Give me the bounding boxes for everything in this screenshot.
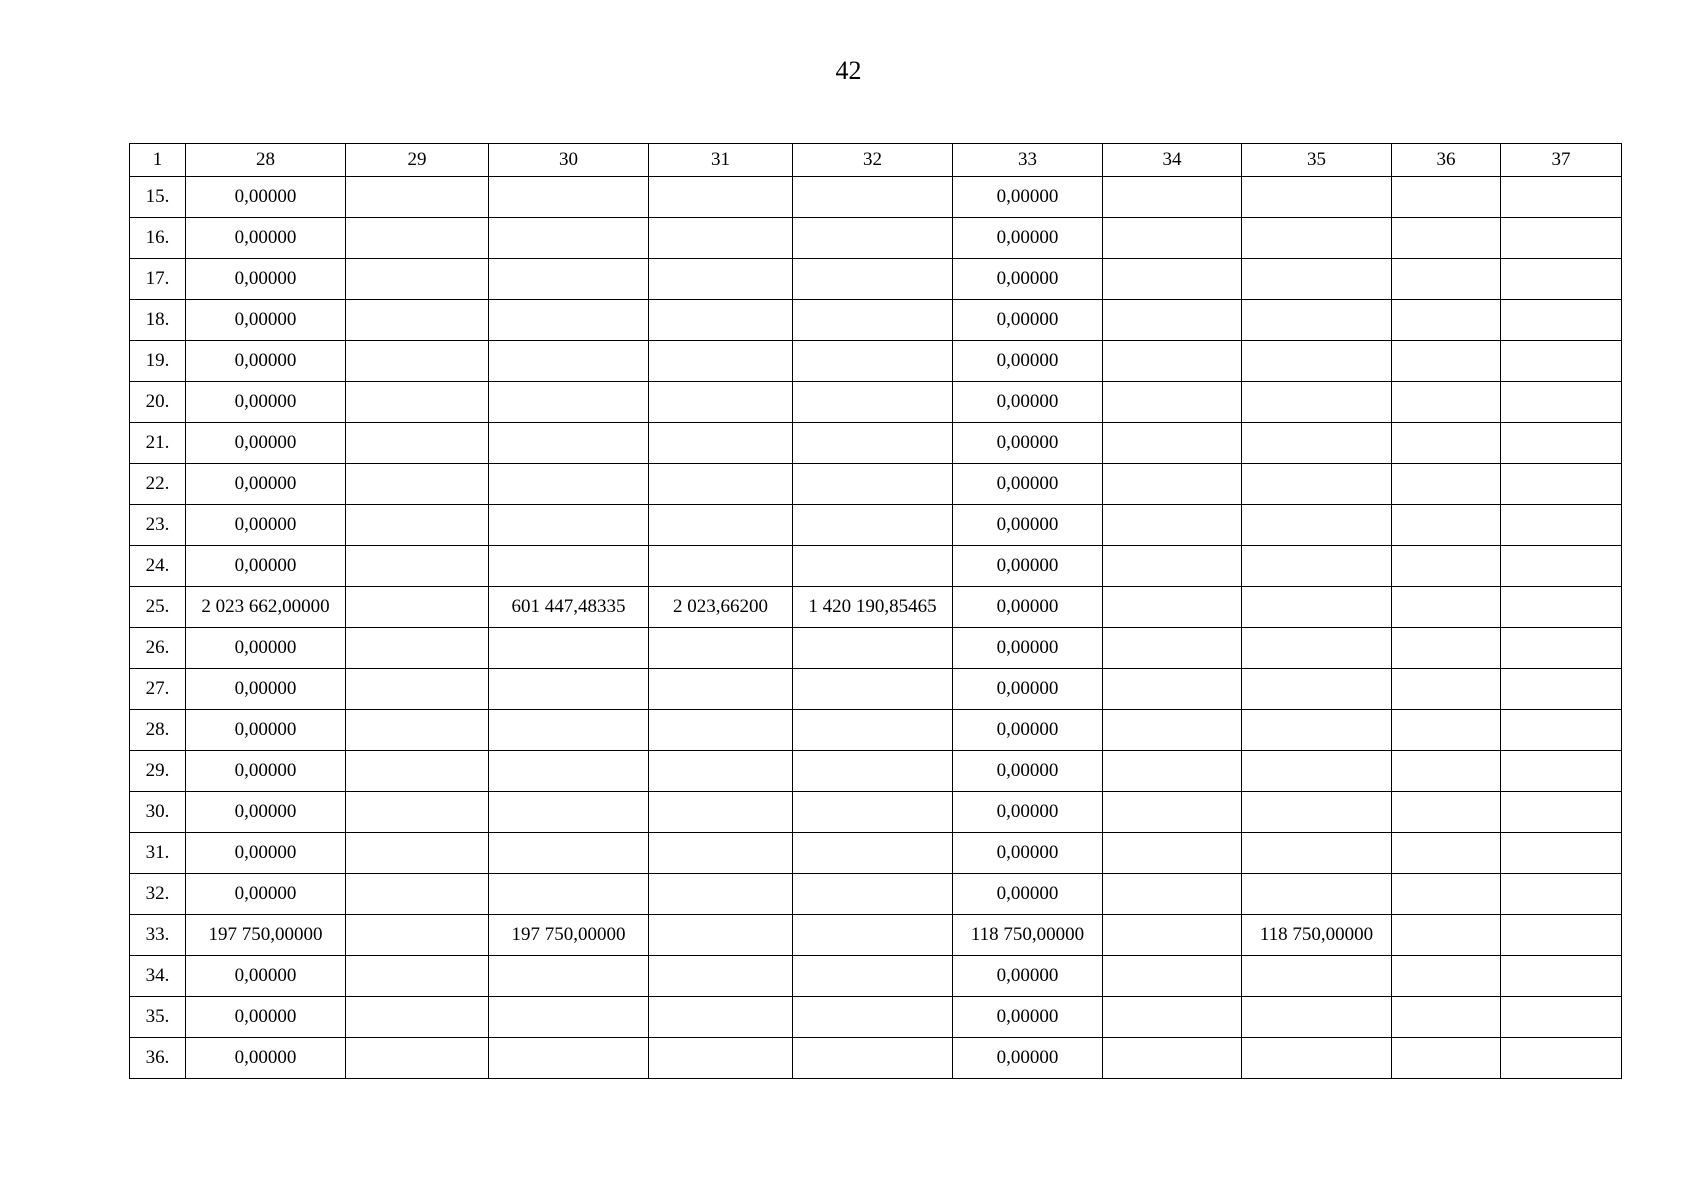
table-cell bbox=[1501, 956, 1622, 997]
column-header: 30 bbox=[489, 144, 649, 177]
table-cell bbox=[1103, 177, 1242, 218]
table-cell bbox=[1103, 833, 1242, 874]
table-cell bbox=[1242, 669, 1392, 710]
table-cell bbox=[1392, 1038, 1501, 1079]
table-cell bbox=[793, 956, 953, 997]
table-cell: 118 750,00000 bbox=[953, 915, 1103, 956]
table-cell: 0,00000 bbox=[953, 423, 1103, 464]
table-cell bbox=[1392, 423, 1501, 464]
table-cell bbox=[1501, 997, 1622, 1038]
table-cell bbox=[1501, 382, 1622, 423]
row-number-cell: 20. bbox=[130, 382, 186, 423]
table-cell bbox=[1501, 218, 1622, 259]
table-cell bbox=[649, 505, 793, 546]
table-cell bbox=[793, 382, 953, 423]
table-cell bbox=[346, 587, 489, 628]
table-cell: 0,00000 bbox=[186, 792, 346, 833]
table-cell: 0,00000 bbox=[186, 628, 346, 669]
table-cell bbox=[793, 546, 953, 587]
table-cell bbox=[346, 300, 489, 341]
row-number-cell: 26. bbox=[130, 628, 186, 669]
table-cell bbox=[346, 546, 489, 587]
table-cell: 0,00000 bbox=[186, 382, 346, 423]
table-cell bbox=[793, 669, 953, 710]
table-cell bbox=[1501, 628, 1622, 669]
table-cell: 0,00000 bbox=[186, 710, 346, 751]
table-cell bbox=[649, 710, 793, 751]
table-cell bbox=[1103, 464, 1242, 505]
table-cell bbox=[1103, 628, 1242, 669]
row-number-cell: 36. bbox=[130, 1038, 186, 1079]
table-cell bbox=[346, 505, 489, 546]
table-cell bbox=[489, 259, 649, 300]
table-cell bbox=[1103, 505, 1242, 546]
table-cell bbox=[649, 382, 793, 423]
table-cell bbox=[793, 751, 953, 792]
table-cell bbox=[489, 628, 649, 669]
table-cell bbox=[489, 546, 649, 587]
table-cell bbox=[346, 874, 489, 915]
table-cell: 0,00000 bbox=[953, 382, 1103, 423]
table-cell bbox=[1501, 505, 1622, 546]
table-cell bbox=[649, 1038, 793, 1079]
table-cell bbox=[649, 628, 793, 669]
table-cell bbox=[793, 300, 953, 341]
table-cell: 0,00000 bbox=[953, 177, 1103, 218]
table-cell bbox=[649, 956, 793, 997]
table-cell bbox=[1242, 833, 1392, 874]
table-cell bbox=[1501, 423, 1622, 464]
table-row bbox=[130, 1038, 1622, 1079]
table-row bbox=[130, 341, 1622, 382]
table-cell bbox=[346, 382, 489, 423]
table-cell: 0,00000 bbox=[186, 751, 346, 792]
table-cell bbox=[489, 382, 649, 423]
table-row bbox=[130, 464, 1622, 505]
table-cell bbox=[1103, 669, 1242, 710]
table-cell bbox=[1103, 546, 1242, 587]
table-cell bbox=[793, 218, 953, 259]
table-cell bbox=[1242, 1038, 1392, 1079]
table-cell bbox=[1392, 177, 1501, 218]
table-cell bbox=[346, 915, 489, 956]
table-cell bbox=[649, 218, 793, 259]
table-cell: 0,00000 bbox=[953, 874, 1103, 915]
table-cell bbox=[1392, 874, 1501, 915]
page-number: 42 bbox=[835, 56, 862, 85]
table-cell bbox=[1501, 341, 1622, 382]
table-cell bbox=[1103, 751, 1242, 792]
table-cell bbox=[1242, 423, 1392, 464]
table-row bbox=[130, 218, 1622, 259]
data-table bbox=[129, 143, 1622, 1079]
table-cell bbox=[346, 1038, 489, 1079]
table-cell bbox=[1501, 792, 1622, 833]
table-cell bbox=[1103, 710, 1242, 751]
row-number-cell: 18. bbox=[130, 300, 186, 341]
table-cell bbox=[489, 710, 649, 751]
column-header: 31 bbox=[649, 144, 793, 177]
column-header: 32 bbox=[793, 144, 953, 177]
table-cell bbox=[1501, 587, 1622, 628]
table-cell bbox=[489, 177, 649, 218]
table-cell bbox=[1501, 710, 1622, 751]
table-cell bbox=[1103, 259, 1242, 300]
table-cell: 0,00000 bbox=[953, 956, 1103, 997]
table-row bbox=[130, 792, 1622, 833]
column-header: 37 bbox=[1501, 144, 1622, 177]
table-cell bbox=[649, 341, 793, 382]
table-row bbox=[130, 956, 1622, 997]
table-cell bbox=[489, 833, 649, 874]
table-body bbox=[130, 177, 1622, 1079]
row-number-cell: 23. bbox=[130, 505, 186, 546]
table-cell bbox=[346, 259, 489, 300]
table-cell bbox=[649, 792, 793, 833]
table-cell bbox=[346, 997, 489, 1038]
table-cell bbox=[649, 546, 793, 587]
table-cell bbox=[1103, 218, 1242, 259]
table-cell bbox=[649, 177, 793, 218]
table-row bbox=[130, 423, 1622, 464]
table-cell: 0,00000 bbox=[186, 997, 346, 1038]
table-cell bbox=[649, 669, 793, 710]
table-cell bbox=[489, 751, 649, 792]
table-row bbox=[130, 259, 1622, 300]
table-cell bbox=[346, 423, 489, 464]
table-cell bbox=[1392, 833, 1501, 874]
table-cell: 197 750,00000 bbox=[186, 915, 346, 956]
table-cell: 0,00000 bbox=[186, 669, 346, 710]
row-number-cell: 21. bbox=[130, 423, 186, 464]
table-cell bbox=[793, 177, 953, 218]
table-cell bbox=[346, 956, 489, 997]
table-cell bbox=[1242, 218, 1392, 259]
table-cell bbox=[1392, 464, 1501, 505]
table-cell bbox=[1242, 628, 1392, 669]
table-cell: 0,00000 bbox=[953, 300, 1103, 341]
table-cell bbox=[1242, 997, 1392, 1038]
table-cell bbox=[793, 1038, 953, 1079]
table-cell bbox=[1501, 464, 1622, 505]
table-cell bbox=[1103, 792, 1242, 833]
table-cell bbox=[1242, 546, 1392, 587]
table-cell: 0,00000 bbox=[953, 669, 1103, 710]
table-cell bbox=[1501, 546, 1622, 587]
table-cell bbox=[489, 956, 649, 997]
table-cell: 0,00000 bbox=[186, 1038, 346, 1079]
table-cell: 0,00000 bbox=[186, 956, 346, 997]
table-row bbox=[130, 669, 1622, 710]
table-cell: 0,00000 bbox=[953, 997, 1103, 1038]
table-cell: 0,00000 bbox=[186, 341, 346, 382]
table-cell bbox=[1392, 956, 1501, 997]
table-cell: 0,00000 bbox=[953, 710, 1103, 751]
table-cell bbox=[1392, 669, 1501, 710]
table-cell bbox=[1501, 833, 1622, 874]
table-cell: 0,00000 bbox=[186, 300, 346, 341]
table-cell: 0,00000 bbox=[186, 464, 346, 505]
table-cell bbox=[1242, 382, 1392, 423]
row-number-cell: 35. bbox=[130, 997, 186, 1038]
table-cell bbox=[1242, 874, 1392, 915]
table-cell bbox=[489, 505, 649, 546]
row-number-cell: 28. bbox=[130, 710, 186, 751]
table-cell bbox=[793, 792, 953, 833]
table-cell bbox=[1103, 915, 1242, 956]
table-cell bbox=[1501, 300, 1622, 341]
column-header: 35 bbox=[1242, 144, 1392, 177]
table-header bbox=[130, 144, 1622, 177]
table-cell bbox=[1103, 300, 1242, 341]
table-cell bbox=[346, 628, 489, 669]
table-cell bbox=[1242, 710, 1392, 751]
table-cell bbox=[1392, 915, 1501, 956]
column-header: 36 bbox=[1392, 144, 1501, 177]
table-cell: 0,00000 bbox=[953, 792, 1103, 833]
table-cell bbox=[649, 997, 793, 1038]
table-cell bbox=[346, 669, 489, 710]
table-cell bbox=[649, 300, 793, 341]
table-cell bbox=[1392, 546, 1501, 587]
table-cell bbox=[1242, 341, 1392, 382]
table-row bbox=[130, 587, 1622, 628]
table-cell bbox=[1242, 464, 1392, 505]
table-cell bbox=[1242, 259, 1392, 300]
table-row bbox=[130, 874, 1622, 915]
header-row bbox=[130, 144, 1622, 177]
table-cell: 601 447,48335 bbox=[489, 587, 649, 628]
table-cell: 0,00000 bbox=[953, 751, 1103, 792]
column-header: 28 bbox=[186, 144, 346, 177]
table-cell bbox=[1501, 751, 1622, 792]
table-cell bbox=[793, 505, 953, 546]
table-cell bbox=[1242, 505, 1392, 546]
table-cell bbox=[1392, 587, 1501, 628]
table-cell bbox=[346, 833, 489, 874]
table-cell bbox=[1501, 259, 1622, 300]
table-cell bbox=[489, 874, 649, 915]
table-cell bbox=[346, 177, 489, 218]
table-cell bbox=[649, 751, 793, 792]
table-cell: 0,00000 bbox=[953, 546, 1103, 587]
table-row bbox=[130, 833, 1622, 874]
table-cell: 0,00000 bbox=[953, 341, 1103, 382]
table-cell bbox=[649, 423, 793, 464]
table-cell bbox=[489, 218, 649, 259]
table-cell bbox=[346, 792, 489, 833]
table-cell bbox=[649, 833, 793, 874]
table-cell: 0,00000 bbox=[186, 505, 346, 546]
table-cell bbox=[649, 464, 793, 505]
row-number-cell: 31. bbox=[130, 833, 186, 874]
table-cell bbox=[793, 464, 953, 505]
table-cell: 0,00000 bbox=[186, 177, 346, 218]
table-cell bbox=[489, 1038, 649, 1079]
table-cell: 0,00000 bbox=[186, 874, 346, 915]
table-cell: 1 420 190,85465 bbox=[793, 587, 953, 628]
table-cell: 0,00000 bbox=[953, 259, 1103, 300]
table-row bbox=[130, 751, 1622, 792]
table-row bbox=[130, 710, 1622, 751]
table-cell bbox=[1392, 628, 1501, 669]
table-cell bbox=[649, 259, 793, 300]
row-number-cell: 34. bbox=[130, 956, 186, 997]
table-cell bbox=[489, 423, 649, 464]
table-row bbox=[130, 382, 1622, 423]
table-row bbox=[130, 546, 1622, 587]
table-cell bbox=[793, 833, 953, 874]
table-cell bbox=[346, 218, 489, 259]
table-cell bbox=[1242, 751, 1392, 792]
table-cell: 0,00000 bbox=[186, 833, 346, 874]
table-cell: 0,00000 bbox=[953, 218, 1103, 259]
table-row bbox=[130, 628, 1622, 669]
table-cell bbox=[793, 997, 953, 1038]
table-cell bbox=[489, 464, 649, 505]
table-cell: 0,00000 bbox=[953, 587, 1103, 628]
table-cell bbox=[793, 628, 953, 669]
table-cell bbox=[1501, 669, 1622, 710]
row-number-cell: 17. bbox=[130, 259, 186, 300]
table-row bbox=[130, 997, 1622, 1038]
table-cell: 0,00000 bbox=[953, 505, 1103, 546]
table-cell bbox=[489, 300, 649, 341]
table-cell bbox=[1103, 423, 1242, 464]
table-cell bbox=[1501, 874, 1622, 915]
row-number-cell: 22. bbox=[130, 464, 186, 505]
table-cell bbox=[1392, 751, 1501, 792]
column-header: 33 bbox=[953, 144, 1103, 177]
table-cell bbox=[1103, 997, 1242, 1038]
table-cell bbox=[1501, 915, 1622, 956]
table-cell bbox=[793, 259, 953, 300]
table-cell bbox=[1392, 505, 1501, 546]
table-cell bbox=[1392, 997, 1501, 1038]
table-cell bbox=[793, 915, 953, 956]
table-cell: 2 023,66200 bbox=[649, 587, 793, 628]
table-cell bbox=[1242, 300, 1392, 341]
table-cell bbox=[793, 423, 953, 464]
table-cell: 0,00000 bbox=[953, 464, 1103, 505]
row-number-cell: 30. bbox=[130, 792, 186, 833]
table-row bbox=[130, 505, 1622, 546]
table-row bbox=[130, 177, 1622, 218]
table-cell: 0,00000 bbox=[953, 628, 1103, 669]
row-number-cell: 33. bbox=[130, 915, 186, 956]
table-cell bbox=[1103, 341, 1242, 382]
column-header: 34 bbox=[1103, 144, 1242, 177]
table-row bbox=[130, 300, 1622, 341]
table-cell bbox=[793, 341, 953, 382]
row-number-cell: 27. bbox=[130, 669, 186, 710]
table-cell bbox=[1103, 382, 1242, 423]
table-cell: 0,00000 bbox=[186, 423, 346, 464]
table-cell bbox=[1242, 177, 1392, 218]
table-cell bbox=[346, 464, 489, 505]
table-row bbox=[130, 915, 1622, 956]
table-cell bbox=[1103, 874, 1242, 915]
table-cell: 0,00000 bbox=[953, 1038, 1103, 1079]
table-cell bbox=[489, 997, 649, 1038]
table-cell bbox=[1501, 177, 1622, 218]
table-cell bbox=[1242, 587, 1392, 628]
column-header: 29 bbox=[346, 144, 489, 177]
table-cell bbox=[489, 669, 649, 710]
table-cell bbox=[1392, 300, 1501, 341]
table-cell: 0,00000 bbox=[953, 833, 1103, 874]
table-cell: 0,00000 bbox=[186, 259, 346, 300]
table-cell bbox=[649, 874, 793, 915]
column-header: 1 bbox=[130, 144, 186, 177]
table-cell bbox=[489, 341, 649, 382]
table-cell bbox=[1392, 218, 1501, 259]
row-number-cell: 16. bbox=[130, 218, 186, 259]
table-cell bbox=[649, 915, 793, 956]
table-cell bbox=[793, 710, 953, 751]
table-cell bbox=[1392, 259, 1501, 300]
row-number-cell: 24. bbox=[130, 546, 186, 587]
table-cell bbox=[1103, 587, 1242, 628]
row-number-cell: 19. bbox=[130, 341, 186, 382]
table-cell bbox=[1242, 792, 1392, 833]
table-cell bbox=[1392, 382, 1501, 423]
table-cell bbox=[1392, 341, 1501, 382]
table-cell: 118 750,00000 bbox=[1242, 915, 1392, 956]
row-number-cell: 15. bbox=[130, 177, 186, 218]
table-cell: 2 023 662,00000 bbox=[186, 587, 346, 628]
table-cell bbox=[489, 792, 649, 833]
table-cell bbox=[793, 874, 953, 915]
table-cell: 0,00000 bbox=[186, 218, 346, 259]
row-number-cell: 25. bbox=[130, 587, 186, 628]
table-cell bbox=[1392, 792, 1501, 833]
table-cell bbox=[346, 751, 489, 792]
table-cell bbox=[1103, 1038, 1242, 1079]
table-cell bbox=[1501, 1038, 1622, 1079]
table-cell: 197 750,00000 bbox=[489, 915, 649, 956]
row-number-cell: 29. bbox=[130, 751, 186, 792]
table-cell bbox=[346, 341, 489, 382]
table-cell bbox=[1392, 710, 1501, 751]
table-cell: 0,00000 bbox=[186, 546, 346, 587]
table-cell bbox=[346, 710, 489, 751]
table-cell bbox=[1103, 956, 1242, 997]
row-number-cell: 32. bbox=[130, 874, 186, 915]
table-cell bbox=[1242, 956, 1392, 997]
